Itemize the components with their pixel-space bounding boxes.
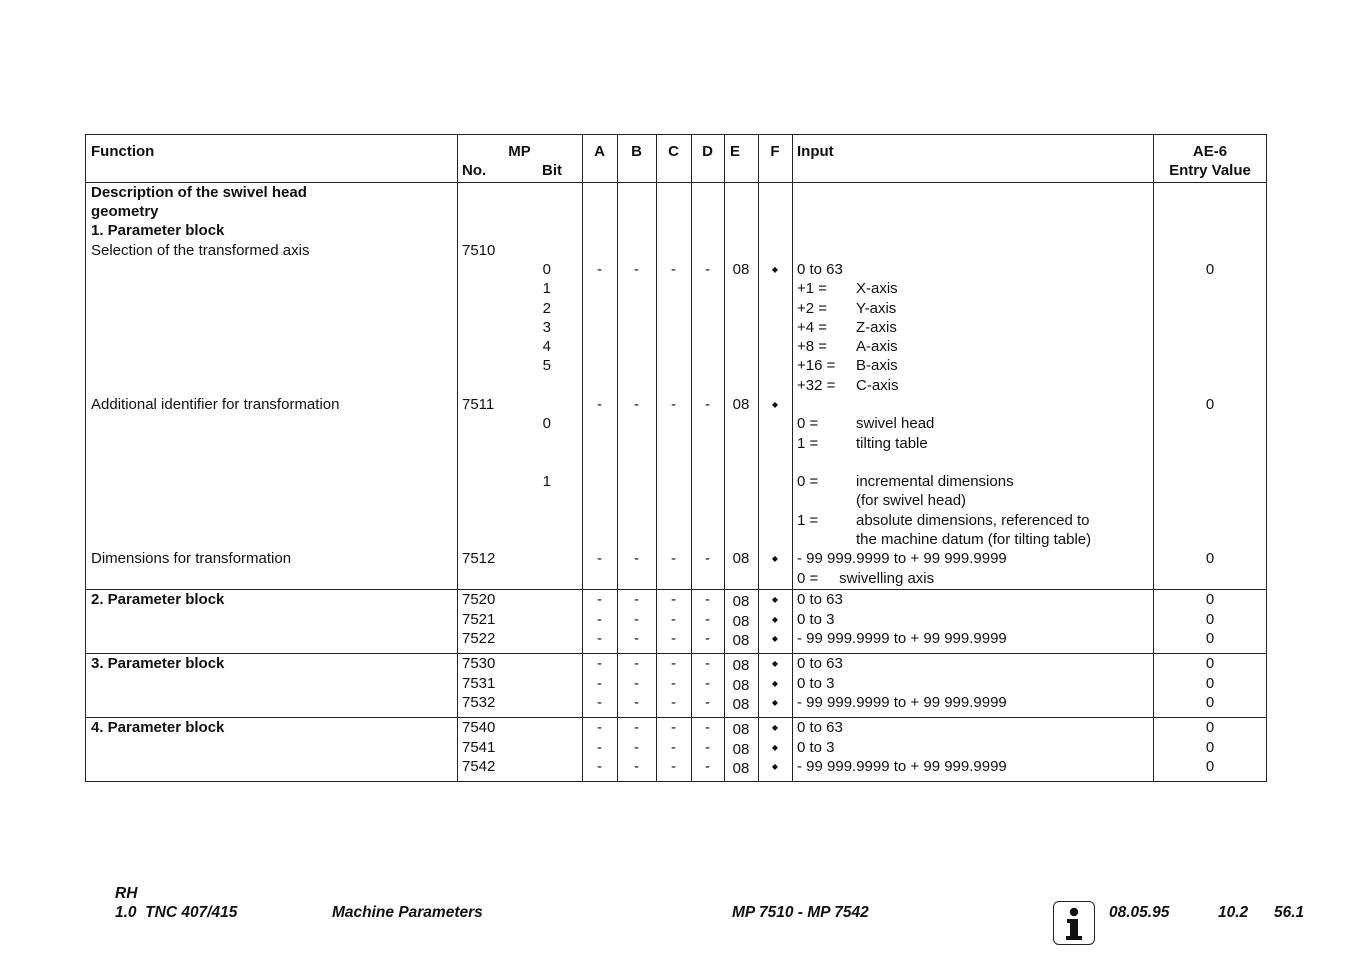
col-c-value: -: [671, 591, 676, 608]
entry-value: 0: [1205, 550, 1215, 567]
option-value: B-axis: [856, 357, 898, 374]
input-value: 0 to 3: [797, 738, 835, 756]
entry-value: 0: [1205, 591, 1215, 608]
parameter-block-3: [86, 653, 1266, 717]
input-value: 0 to 63: [797, 655, 843, 672]
col-c-value: -: [671, 738, 676, 756]
diamond-icon: ◆: [771, 634, 779, 643]
diamond-icon: ◆: [771, 678, 779, 688]
table-header: [86, 135, 1266, 183]
input-value: 0 to 3: [797, 610, 835, 628]
mp-no-7512: 7512: [462, 550, 496, 567]
col-e-value: 08: [732, 760, 750, 777]
entry-value: 0: [1205, 674, 1215, 692]
diamond-icon: ◆: [771, 698, 779, 707]
option-value: absolute dimensions, referenced to: [856, 512, 1090, 529]
col-function: Function: [91, 143, 155, 160]
bit: 0: [542, 415, 551, 432]
col-a: A: [594, 143, 605, 160]
option-key: +4 =: [797, 319, 828, 336]
option-value: incremental dimensions: [856, 473, 1014, 490]
input-value: 0 to 3: [797, 674, 835, 692]
option-value-cont: the machine datum (for tilting table): [856, 531, 1092, 548]
diamond-icon: ◆: [771, 723, 779, 732]
option-value: C-axis: [856, 377, 899, 394]
input-range: 0 to 63: [797, 261, 843, 278]
footer-date: 08.05.95: [1109, 904, 1170, 921]
footer-page: 56.1: [1274, 904, 1305, 921]
bit: 2: [542, 300, 551, 317]
col-c-value: -: [671, 610, 676, 628]
col-c-value: -: [671, 655, 676, 672]
col-e-value: 08: [732, 396, 750, 413]
input-range: - 99 999.9999 to + 99 999.9999: [797, 550, 1007, 567]
mp-no: 7532: [462, 694, 496, 711]
footer-mp-range: MP 7510 - MP 7542: [732, 904, 869, 921]
col-d-value: -: [705, 261, 710, 278]
col-d-value: -: [705, 694, 710, 711]
function-7511: Additional identifier for transformation: [91, 396, 340, 413]
entry-value: 0: [1205, 719, 1215, 736]
mp-no: 7542: [462, 758, 496, 775]
col-b-value: -: [634, 591, 639, 608]
col-b-value: -: [634, 738, 639, 756]
diamond-icon: ◆: [771, 400, 779, 409]
function-7510: Selection of the transformed axis: [91, 242, 310, 259]
col-b-value: -: [634, 674, 639, 692]
col-a-value: -: [597, 719, 602, 736]
col-c-value: -: [671, 758, 676, 775]
mp-no: 7531: [462, 674, 496, 692]
option-key: 0 =: [797, 473, 819, 490]
col-a-value: -: [597, 655, 602, 672]
bit: 5: [542, 357, 551, 374]
mp-no-7511: 7511: [462, 396, 495, 413]
entry-value: 0: [1205, 655, 1215, 672]
block-title-cont: geometry: [91, 203, 159, 220]
block-title: 4. Parameter block: [91, 719, 225, 736]
option-key: +2 =: [797, 300, 828, 317]
footer-section: Machine Parameters: [332, 904, 483, 921]
mp-no-7510: 7510: [462, 242, 496, 259]
input-value: 0 to 63: [797, 719, 843, 736]
diamond-icon: ◆: [771, 742, 779, 752]
col-d: D: [702, 143, 713, 160]
entry-value: 0: [1205, 630, 1215, 647]
col-a-value: -: [597, 758, 602, 775]
footer-rh: RH: [115, 885, 138, 902]
col-c-value: -: [671, 396, 676, 413]
col-a-value: -: [597, 630, 602, 647]
option-value: Z-axis: [856, 319, 897, 336]
diamond-icon: ◆: [771, 614, 779, 624]
bit: 0: [542, 261, 551, 278]
col-c-value: -: [671, 674, 676, 692]
option-key: +16 =: [797, 357, 836, 374]
col-e: E: [730, 143, 741, 160]
option-key: 1 =: [797, 435, 819, 452]
col-e-value: 08: [732, 721, 750, 738]
input-value: - 99 999.9999 to + 99 999.9999: [797, 758, 1007, 775]
col-ae6: AE-6: [1192, 143, 1228, 160]
block-title: 2. Parameter block: [91, 591, 225, 608]
col-a-value: -: [597, 591, 602, 608]
col-a-value: -: [597, 674, 602, 692]
col-b-value: -: [634, 694, 639, 711]
diamond-icon: ◆: [771, 554, 779, 563]
col-e-value: 08: [732, 696, 750, 713]
col-a-value: -: [597, 610, 602, 628]
input-value: - 99 999.9999 to + 99 999.9999: [797, 630, 1007, 647]
mp-no: 7541: [462, 738, 496, 756]
block-subtitle: 1. Parameter block: [91, 222, 225, 239]
col-e-value: 08: [732, 632, 750, 649]
col-e-value: 08: [732, 612, 750, 630]
bit: 3: [542, 319, 551, 336]
col-b-value: -: [634, 655, 639, 672]
input-value: 0 to 63: [797, 591, 843, 608]
col-mp: MP: [508, 143, 531, 160]
col-c-value: -: [671, 550, 676, 567]
col-b-value: -: [634, 719, 639, 736]
diamond-icon: ◆: [771, 659, 779, 668]
col-a-value: -: [597, 550, 602, 567]
mp-no: 7520: [462, 591, 496, 608]
diamond-icon: ◆: [771, 595, 779, 604]
option-value: tilting table: [856, 435, 928, 452]
col-c-value: -: [671, 630, 676, 647]
col-c-value: -: [671, 694, 676, 711]
col-e-value: 08: [732, 593, 750, 610]
block-title: Description of the swivel head: [91, 184, 307, 201]
input-note: 0 = swivelling axis: [797, 570, 935, 587]
col-d-value: -: [705, 610, 710, 628]
col-b-value: -: [634, 261, 639, 278]
option-value: swivel head: [856, 415, 935, 432]
col-e-value: 08: [732, 740, 750, 758]
option-key: 0 =: [797, 415, 819, 432]
col-b-value: -: [634, 396, 639, 413]
block-title: 3. Parameter block: [91, 655, 225, 672]
parameter-block-2: [86, 589, 1266, 653]
col-e-value: 08: [732, 676, 750, 694]
col-input: Input: [797, 143, 834, 160]
col-b: B: [631, 143, 642, 160]
col-a-value: -: [597, 396, 602, 413]
entry-value: 0: [1205, 738, 1215, 756]
col-d-value: -: [705, 758, 710, 775]
footer-version: 1.0 TNC 407/415: [115, 904, 238, 921]
col-e-value: 08: [732, 550, 750, 567]
parameter-block-4: [86, 717, 1266, 781]
entry-value: 0: [1205, 261, 1215, 278]
col-no: No.: [462, 162, 487, 179]
diamond-icon: ◆: [771, 762, 779, 771]
col-d-value: -: [705, 550, 710, 567]
option-key: +32 =: [797, 377, 836, 394]
machine-parameter-table: [85, 134, 1267, 782]
info-icon: [1053, 901, 1095, 945]
col-a-value: -: [597, 738, 602, 756]
parameter-block-1: [86, 183, 1266, 589]
col-a-value: -: [597, 694, 602, 711]
col-d-value: -: [705, 630, 710, 647]
entry-value: 0: [1205, 694, 1215, 711]
col-b-value: -: [634, 610, 639, 628]
entry-value: 0: [1205, 396, 1215, 413]
mp-no: 7540: [462, 719, 496, 736]
col-d-value: -: [705, 591, 710, 608]
col-c-value: -: [671, 719, 676, 736]
col-b-value: -: [634, 758, 639, 775]
diamond-icon: ◆: [771, 265, 779, 274]
option-key: +1 =: [797, 280, 828, 297]
mp-no: 7521: [462, 610, 496, 628]
col-e-value: 08: [732, 657, 750, 674]
col-b-value: -: [634, 550, 639, 567]
option-value: A-axis: [856, 338, 898, 355]
input-value: - 99 999.9999 to + 99 999.9999: [797, 694, 1007, 711]
col-d-value: -: [705, 674, 710, 692]
col-f: F: [770, 143, 780, 160]
footer-chapter: 10.2: [1218, 904, 1249, 921]
function-7512: Dimensions for transformation: [91, 550, 292, 567]
option-key: +8 =: [797, 338, 828, 355]
col-c: C: [668, 143, 679, 160]
col-d-value: -: [705, 655, 710, 672]
col-b-value: -: [634, 630, 639, 647]
option-value: X-axis: [856, 280, 898, 297]
entry-value: 0: [1205, 610, 1215, 628]
bit: 1: [542, 280, 551, 297]
mp-no: 7522: [462, 630, 496, 647]
option-value-cont: (for swivel head): [856, 492, 967, 509]
bit: 4: [542, 338, 551, 355]
col-entry-value: Entry Value: [1169, 162, 1251, 179]
entry-value: 0: [1205, 758, 1215, 775]
option-value: Y-axis: [856, 300, 897, 317]
col-a-value: -: [597, 261, 602, 278]
option-key: 1 =: [797, 512, 819, 529]
col-d-value: -: [705, 738, 710, 756]
col-bit: Bit: [542, 162, 562, 179]
col-c-value: -: [671, 261, 676, 278]
bit: 1: [542, 473, 551, 490]
col-d-value: -: [705, 719, 710, 736]
col-e-value: 08: [732, 261, 750, 278]
col-d-value: -: [705, 396, 710, 413]
mp-no: 7530: [462, 655, 496, 672]
